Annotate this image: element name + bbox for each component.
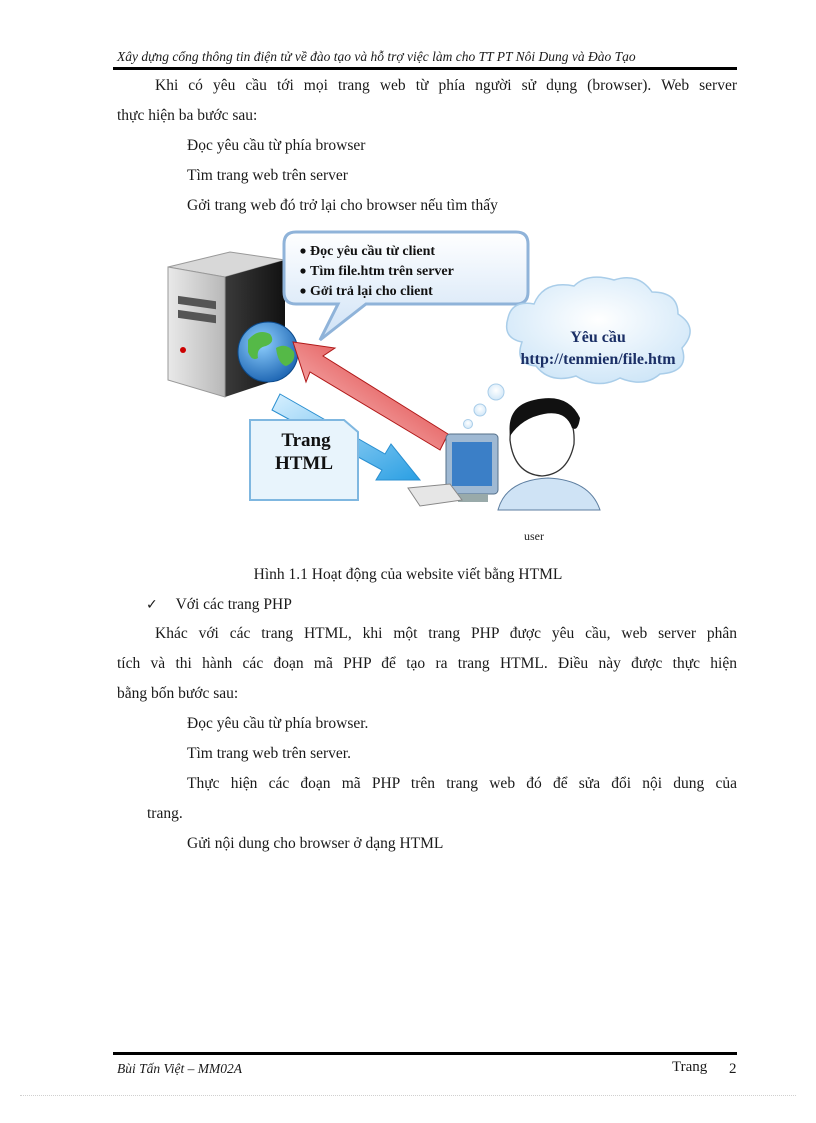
php-heading-text: Với các trang PHP [175, 596, 292, 613]
footer-page-label: Trang [672, 1059, 708, 1075]
footer-author: Bùi Tấn Việt – MM02A [117, 1061, 242, 1076]
php-step-1: Đọc yêu cầu từ phía browser. [187, 715, 369, 732]
figure-caption: Hình 1.1 Hoạt động của website viết bằng HTML [253, 566, 563, 583]
html-step-1: Đọc yêu cầu từ phía browser [187, 137, 366, 154]
html-step-2: Tìm trang web trên server [187, 167, 348, 184]
page-label-line-1: Trang [281, 430, 331, 451]
intro-line-2: thực hiện ba bước sau: [117, 107, 258, 124]
server-speech-bubble [284, 232, 528, 340]
php-para-line-3: bằng bốn bước sau: [117, 685, 239, 702]
php-step-3-line-2: trang. [147, 805, 183, 822]
php-para-line-1: Khác với các trang HTML, khi một trang PHP được yêu cầu, web server phân [155, 625, 737, 642]
php-step-3-line-1: Thực hiện các đoạn mã PHP trên trang web đó để sửa đổi nội dung của [187, 775, 737, 792]
page-number: 2 [729, 1061, 737, 1077]
user-label: user [524, 529, 544, 543]
bubble-item-1: Đọc yêu cầu từ client [310, 244, 436, 259]
computer-icon [408, 434, 498, 506]
intro-line-1: Khi có yêu cầu tới mọi trang web từ phía người sử dụng (browser). Web server [155, 77, 737, 94]
footer-rule [113, 1052, 737, 1055]
html-page-label [250, 420, 358, 500]
bullet-dot [300, 248, 305, 253]
bubble-item-2: Tìm file.htm trên server [310, 264, 454, 279]
page-bottom-divider [20, 1095, 796, 1096]
bullet-dot [300, 288, 305, 293]
user-avatar [498, 398, 600, 543]
website-diagram [150, 222, 710, 552]
php-step-2: Tìm trang web trên server. [187, 745, 351, 762]
bullet-dot [300, 268, 305, 273]
html-step-3: Gởi trang web đó trở lại cho browser nếu tìm thấy [187, 197, 498, 214]
cloud-title: Yêu cầu [570, 329, 626, 346]
globe-icon [238, 322, 298, 382]
cloud-url: http://tenmien/file.htm [520, 351, 676, 368]
page-label-line-2: HTML [274, 453, 334, 474]
bubble-item-3: Gởi trả lại cho client [310, 284, 433, 299]
header-rule [113, 67, 737, 70]
php-para-line-2: tích và thi hành các đoạn mã PHP để tạo ra trang HTML. Điều này được thực hiện [117, 655, 737, 672]
php-heading [146, 596, 292, 614]
php-step-4: Gửi nội dung cho browser ở dạng HTML [187, 835, 444, 852]
running-header: Xây dựng cổng thông tin điện tử về đào tạo và hỗ trợ việc làm cho TT PT Nôi Dung và Đào Tạo [117, 49, 636, 64]
checkmark-icon: ✓ [146, 597, 158, 613]
